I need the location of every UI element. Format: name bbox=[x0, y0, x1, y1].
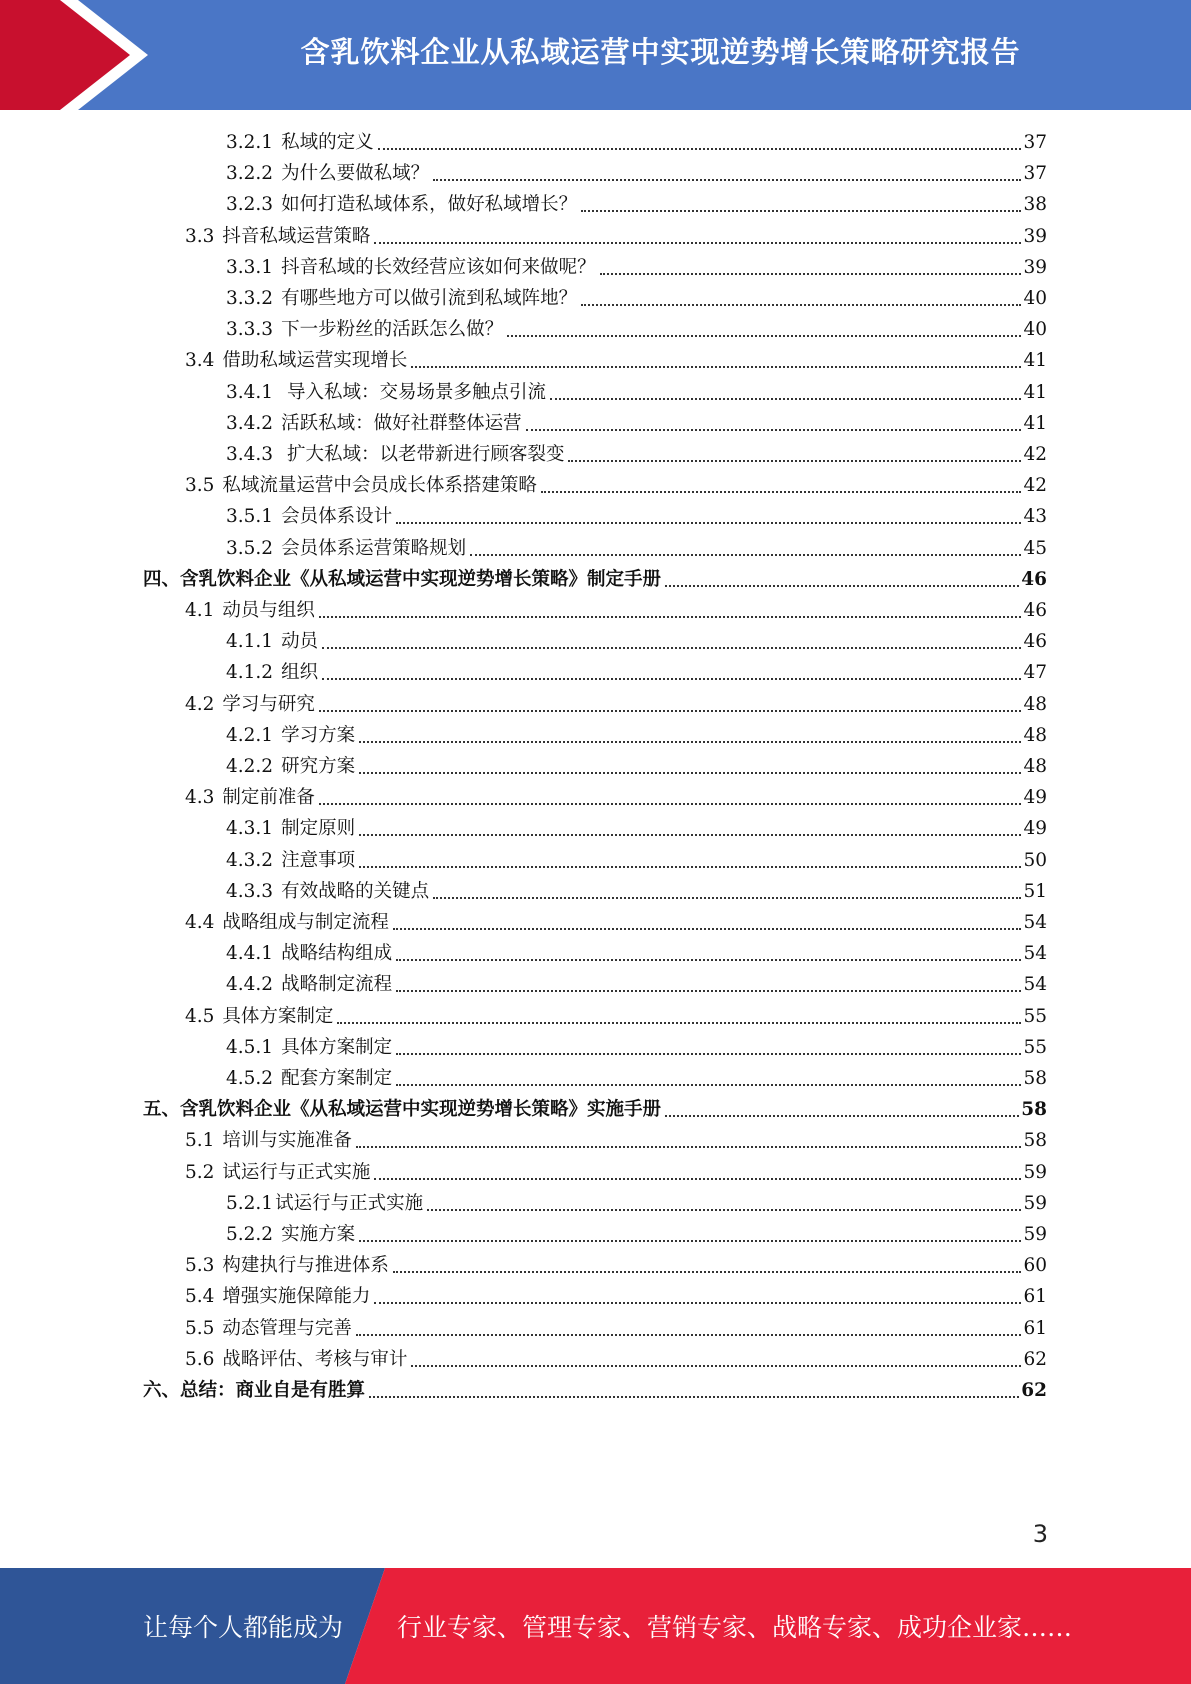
toc-entry-page: 51 bbox=[1023, 880, 1047, 902]
toc-entry-page: 41 bbox=[1023, 350, 1047, 372]
toc-dot-leader bbox=[359, 833, 1021, 836]
toc-dot-leader bbox=[337, 1021, 1021, 1024]
toc-entry-page: 49 bbox=[1023, 787, 1047, 809]
toc-entry-number: 4.5.1 bbox=[226, 1036, 274, 1058]
toc-entry[interactable] bbox=[226, 938, 1047, 969]
toc-entry-page: 62 bbox=[1021, 1380, 1047, 1401]
toc-dot-leader bbox=[369, 1395, 1019, 1398]
toc-dot-leader bbox=[356, 1145, 1022, 1148]
toc-entry-page: 61 bbox=[1023, 1317, 1047, 1339]
toc-entry-number: 5.2.1 bbox=[226, 1192, 274, 1214]
toc-entry-title: 注意事项 bbox=[281, 849, 356, 871]
toc-entry[interactable] bbox=[185, 689, 1047, 720]
toc-dot-leader bbox=[433, 896, 1021, 899]
toc-entry-number: 3.3.3 bbox=[226, 319, 274, 341]
toc-dot-leader bbox=[427, 1208, 1021, 1211]
toc-dot-leader bbox=[359, 865, 1021, 868]
toc-entry-page: 58 bbox=[1023, 1130, 1047, 1152]
toc-dot-leader bbox=[581, 303, 1021, 306]
toc-entry[interactable] bbox=[226, 377, 1047, 408]
toc-entry-number: 4.4 bbox=[185, 912, 215, 933]
toc-entry-title: 有哪些地方可以做引流到私域阵地？ bbox=[281, 288, 578, 309]
toc-entry-title: 战略制定流程 bbox=[281, 974, 393, 996]
toc-entry[interactable] bbox=[226, 439, 1047, 470]
toc-entry-page: 62 bbox=[1023, 1348, 1047, 1370]
toc-entry[interactable] bbox=[185, 1125, 1047, 1156]
toc-entry-page: 47 bbox=[1023, 662, 1047, 684]
toc-entry[interactable] bbox=[185, 907, 1047, 938]
toc-entry-title: 有效战略的关键点 bbox=[281, 880, 430, 902]
page-footer bbox=[0, 1568, 1191, 1684]
toc-entry[interactable] bbox=[226, 127, 1047, 158]
toc-entry-page: 41 bbox=[1023, 412, 1047, 434]
toc-entry-page: 55 bbox=[1023, 1036, 1047, 1058]
toc-dot-leader bbox=[374, 241, 1021, 244]
toc-entry-page: 55 bbox=[1023, 1005, 1047, 1027]
toc-entry-number: 3.3 bbox=[185, 225, 215, 247]
toc-entry-title: 为什么要做私域？ bbox=[281, 163, 430, 185]
toc-entry-page: 37 bbox=[1023, 132, 1047, 153]
toc-entry[interactable] bbox=[226, 408, 1047, 439]
toc-entry-number: 3.4.1 bbox=[226, 381, 274, 403]
toc-entry-number: 3.2.2 bbox=[226, 163, 274, 185]
toc-entry-title: 学习方案 bbox=[281, 724, 356, 746]
report-title: 含乳饮料企业从私域运营中实现逆势增长策略研究报告 bbox=[300, 34, 1021, 69]
toc-entry-number: 3.2.1 bbox=[226, 132, 274, 153]
toc-dot-leader bbox=[411, 365, 1021, 368]
toc-entry-number: 4.5.2 bbox=[226, 1068, 274, 1089]
toc-entry[interactable] bbox=[226, 1188, 1047, 1219]
toc-entry-page: 39 bbox=[1023, 225, 1047, 247]
toc-entry-title: 增强实施保障能力 bbox=[222, 1286, 371, 1308]
toc-entry[interactable] bbox=[226, 533, 1047, 564]
toc-entry-title: 制定前准备 bbox=[222, 787, 315, 809]
toc-entry-title: 实施方案 bbox=[281, 1224, 356, 1245]
toc-entry-page: 46 bbox=[1023, 600, 1047, 621]
toc-dot-leader bbox=[600, 272, 1022, 275]
toc-entry-page: 39 bbox=[1023, 256, 1047, 278]
toc-entry-page: 48 bbox=[1023, 693, 1047, 715]
toc-entry-title: 战略组成与制定流程 bbox=[222, 912, 389, 933]
toc-entry-number: 4.3.3 bbox=[226, 880, 274, 902]
toc-dot-leader bbox=[581, 209, 1021, 212]
toc-entry-page: 41 bbox=[1023, 381, 1047, 403]
toc-entry-page: 43 bbox=[1023, 506, 1047, 528]
toc-entry-title: 试运行与正式实施 bbox=[275, 1192, 424, 1214]
toc-dot-leader bbox=[322, 646, 1021, 649]
toc-entry-title: 抖音私域运营策略 bbox=[222, 225, 371, 247]
toc-entry-page: 40 bbox=[1023, 288, 1047, 309]
toc-entry-title: 配套方案制定 bbox=[281, 1068, 393, 1089]
toc-entry-number: 3.4.2 bbox=[226, 412, 274, 434]
toc-entry-number: 5.1 bbox=[185, 1130, 215, 1152]
toc-entry-page: 46 bbox=[1023, 631, 1047, 653]
toc-entry[interactable] bbox=[185, 1250, 1047, 1281]
toc-entry-title: 五、含乳饮料企业《从私域运营中实现逆势增长策略》实施手册 bbox=[143, 1099, 662, 1121]
toc-entry-title: 具体方案制定 bbox=[281, 1036, 393, 1058]
toc-entry-title: 会员体系设计 bbox=[281, 506, 393, 528]
toc-dot-leader bbox=[665, 584, 1019, 587]
toc-entry[interactable] bbox=[185, 782, 1047, 813]
toc-dot-leader bbox=[433, 178, 1021, 181]
toc-dot-leader bbox=[470, 553, 1021, 556]
toc-entry[interactable] bbox=[226, 1219, 1047, 1250]
toc-entry-number: 4.3.1 bbox=[226, 818, 274, 840]
toc-entry-number: 4.4.1 bbox=[226, 943, 274, 965]
toc-entry-number: 5.6 bbox=[185, 1348, 215, 1370]
page-number: 3 bbox=[1032, 1520, 1048, 1548]
toc-entry-number: 4.1.2 bbox=[226, 662, 274, 684]
toc-entry-number: 4.1 bbox=[185, 600, 215, 621]
toc-entry-number: 5.4 bbox=[185, 1286, 215, 1308]
toc-entry-title: 借助私域运营实现增长 bbox=[222, 350, 408, 372]
toc-dot-leader bbox=[507, 334, 1021, 337]
toc-entry-page: 42 bbox=[1023, 444, 1047, 465]
toc-entry[interactable] bbox=[185, 595, 1047, 626]
toc-entry-page: 49 bbox=[1023, 818, 1047, 840]
toc-entry[interactable] bbox=[226, 657, 1047, 688]
toc-entry-title: 活跃私域：做好社群整体运营 bbox=[281, 412, 522, 434]
toc-entry[interactable] bbox=[226, 626, 1047, 657]
toc-entry-page: 59 bbox=[1023, 1192, 1047, 1214]
toc-dot-leader bbox=[359, 740, 1021, 743]
toc-entry[interactable] bbox=[226, 813, 1047, 844]
toc-entry[interactable] bbox=[185, 345, 1047, 376]
toc-entry-title: 具体方案制定 bbox=[222, 1005, 334, 1027]
toc-entry-page: 58 bbox=[1021, 1099, 1047, 1121]
toc-entry-number: 3.3.1 bbox=[226, 256, 274, 278]
toc-entry-title: 私域的定义 bbox=[281, 132, 374, 153]
toc-entry-page: 60 bbox=[1023, 1255, 1047, 1277]
toc-dot-leader bbox=[411, 1364, 1021, 1367]
toc-entry-page: 54 bbox=[1023, 943, 1047, 965]
toc-entry[interactable] bbox=[226, 158, 1047, 189]
toc-entry-number: 5.2.2 bbox=[226, 1224, 274, 1245]
toc-entry-number: 3.5 bbox=[185, 475, 215, 497]
page-header bbox=[0, 0, 1191, 110]
toc-entry-page: 50 bbox=[1023, 849, 1047, 871]
toc-entry[interactable] bbox=[185, 1344, 1047, 1375]
toc-entry-title: 制定原则 bbox=[281, 818, 356, 840]
toc-entry-number: 3.4.3 bbox=[226, 444, 274, 465]
toc-entry-page: 40 bbox=[1023, 319, 1047, 341]
toc-entry-number: 3.3.2 bbox=[226, 288, 274, 309]
toc-entry-number: 4.2.2 bbox=[226, 756, 274, 777]
toc-entry-title: 研究方案 bbox=[281, 756, 356, 777]
toc-entry-title: 动态管理与完善 bbox=[222, 1317, 352, 1339]
toc-entry-number: 4.1.1 bbox=[226, 631, 274, 653]
toc-entry-title: 动员与组织 bbox=[222, 600, 315, 621]
toc-dot-leader bbox=[393, 927, 1022, 930]
toc-entry-page: 48 bbox=[1023, 724, 1047, 746]
toc-dot-leader bbox=[356, 1333, 1022, 1336]
toc-dot-leader bbox=[665, 1114, 1019, 1117]
toc-dot-leader bbox=[319, 802, 1022, 805]
toc-entry-page: 46 bbox=[1021, 568, 1047, 590]
toc-entry[interactable] bbox=[226, 283, 1047, 314]
toc-entry[interactable] bbox=[226, 969, 1047, 1000]
toc-entry-page: 59 bbox=[1023, 1224, 1047, 1245]
toc-dot-leader bbox=[396, 1083, 1021, 1086]
toc-entry[interactable] bbox=[185, 221, 1047, 252]
toc-entry[interactable] bbox=[143, 1094, 1047, 1125]
toc-entry-title: 培训与实施准备 bbox=[222, 1130, 352, 1152]
toc-dot-leader bbox=[322, 677, 1021, 680]
toc-entry-number: 5.2 bbox=[185, 1161, 215, 1183]
toc-entry-page: 45 bbox=[1023, 537, 1047, 559]
toc-entry[interactable] bbox=[226, 501, 1047, 532]
toc-entry-title: 组织 bbox=[281, 662, 319, 684]
toc-entry-title: 导入私域：交易场景多触点引流 bbox=[281, 381, 546, 403]
toc-dot-leader bbox=[541, 490, 1022, 493]
toc-entry-page: 48 bbox=[1023, 756, 1047, 777]
toc-entry-page: 37 bbox=[1023, 163, 1047, 185]
toc-entry[interactable] bbox=[143, 1375, 1047, 1406]
toc-entry-title: 扩大私域：以老带新进行顾客裂变 bbox=[281, 444, 565, 465]
footer-slogan-left: 让每个人都能成为 bbox=[143, 1613, 344, 1642]
toc-dot-leader bbox=[526, 428, 1022, 431]
toc-entry[interactable] bbox=[226, 1063, 1047, 1094]
toc-entry-title: 如何打造私域体系，做好私域增长？ bbox=[281, 194, 578, 216]
footer-slogan-right: 行业专家、管理专家、营销专家、战略专家、成功企业家…… bbox=[397, 1613, 1073, 1642]
toc-entry-title: 会员体系运营策略规划 bbox=[281, 537, 467, 559]
toc-entry-page: 61 bbox=[1023, 1286, 1047, 1308]
toc-entry-number: 4.3.2 bbox=[226, 849, 274, 871]
toc-entry[interactable] bbox=[185, 1001, 1047, 1032]
toc-entry-page: 38 bbox=[1023, 194, 1047, 216]
toc-entry-number: 3.5.2 bbox=[226, 537, 274, 559]
toc-dot-leader bbox=[396, 521, 1021, 524]
toc-entry-number: 3.5.1 bbox=[226, 506, 274, 528]
toc-entry-number: 4.2 bbox=[185, 693, 215, 715]
toc-entry-title: 试运行与正式实施 bbox=[222, 1161, 371, 1183]
toc-entry-number: 5.3 bbox=[185, 1255, 215, 1277]
toc-entry-number: 4.2.1 bbox=[226, 724, 274, 746]
toc-entry[interactable] bbox=[185, 470, 1047, 501]
toc-entry[interactable] bbox=[226, 751, 1047, 782]
toc-entry[interactable] bbox=[226, 189, 1047, 220]
toc-dot-leader bbox=[319, 615, 1022, 618]
toc-entry[interactable] bbox=[185, 1281, 1047, 1312]
toc-entry-number: 3.4 bbox=[185, 350, 215, 372]
toc-entry[interactable] bbox=[185, 1313, 1047, 1344]
toc-entry-page: 58 bbox=[1023, 1068, 1047, 1089]
toc-dot-leader bbox=[359, 1239, 1021, 1242]
toc-entry-title: 六、总结：商业自是有胜算 bbox=[143, 1380, 366, 1401]
toc-entry-number: 4.5 bbox=[185, 1005, 215, 1027]
toc-entry[interactable] bbox=[185, 1157, 1047, 1188]
toc-entry[interactable] bbox=[226, 845, 1047, 876]
toc-entry-title: 学习与研究 bbox=[222, 693, 315, 715]
toc-dot-leader bbox=[393, 1270, 1022, 1273]
toc-dot-leader bbox=[568, 459, 1021, 462]
toc-entry-number: 5.5 bbox=[185, 1317, 215, 1339]
toc-entry-title: 四、含乳饮料企业《从私域运营中实现逆势增长策略》制定手册 bbox=[143, 568, 662, 590]
toc-entry-number: 3.2.3 bbox=[226, 194, 274, 216]
toc-entry-title: 战略评估、考核与审计 bbox=[222, 1348, 408, 1370]
toc-entry-title: 战略结构组成 bbox=[281, 943, 393, 965]
toc-entry-page: 59 bbox=[1023, 1161, 1047, 1183]
toc-dot-leader bbox=[374, 1301, 1021, 1304]
toc-entry-title: 构建执行与推进体系 bbox=[222, 1255, 389, 1277]
toc-entry-page: 42 bbox=[1023, 475, 1047, 497]
toc-entry[interactable] bbox=[226, 252, 1047, 283]
toc-dot-leader bbox=[396, 989, 1021, 992]
toc-entry-title: 抖音私域的长效经营应该如何来做呢？ bbox=[281, 256, 596, 278]
toc-entry-number: 4.4.2 bbox=[226, 974, 274, 996]
toc-entry-page: 54 bbox=[1023, 912, 1047, 933]
toc-dot-leader bbox=[374, 1177, 1021, 1180]
toc-entry-title: 下一步粉丝的活跃怎么做？ bbox=[281, 319, 504, 341]
toc-entry[interactable] bbox=[226, 314, 1047, 345]
toc-entry[interactable] bbox=[226, 876, 1047, 907]
toc-entry[interactable] bbox=[143, 564, 1047, 595]
toc-dot-leader bbox=[550, 397, 1021, 400]
toc-entry-page: 54 bbox=[1023, 974, 1047, 996]
toc-dot-leader bbox=[359, 771, 1021, 774]
toc-dot-leader bbox=[396, 958, 1021, 961]
toc-entry-title: 动员 bbox=[281, 631, 319, 653]
toc-entry-number: 4.3 bbox=[185, 787, 215, 809]
toc-dot-leader bbox=[396, 1052, 1021, 1055]
toc-entry[interactable] bbox=[226, 720, 1047, 751]
toc-dot-leader bbox=[378, 147, 1022, 150]
toc-entry-title: 私域流量运营中会员成长体系搭建策略 bbox=[222, 475, 537, 497]
toc-dot-leader bbox=[319, 709, 1022, 712]
toc-entry[interactable] bbox=[226, 1032, 1047, 1063]
